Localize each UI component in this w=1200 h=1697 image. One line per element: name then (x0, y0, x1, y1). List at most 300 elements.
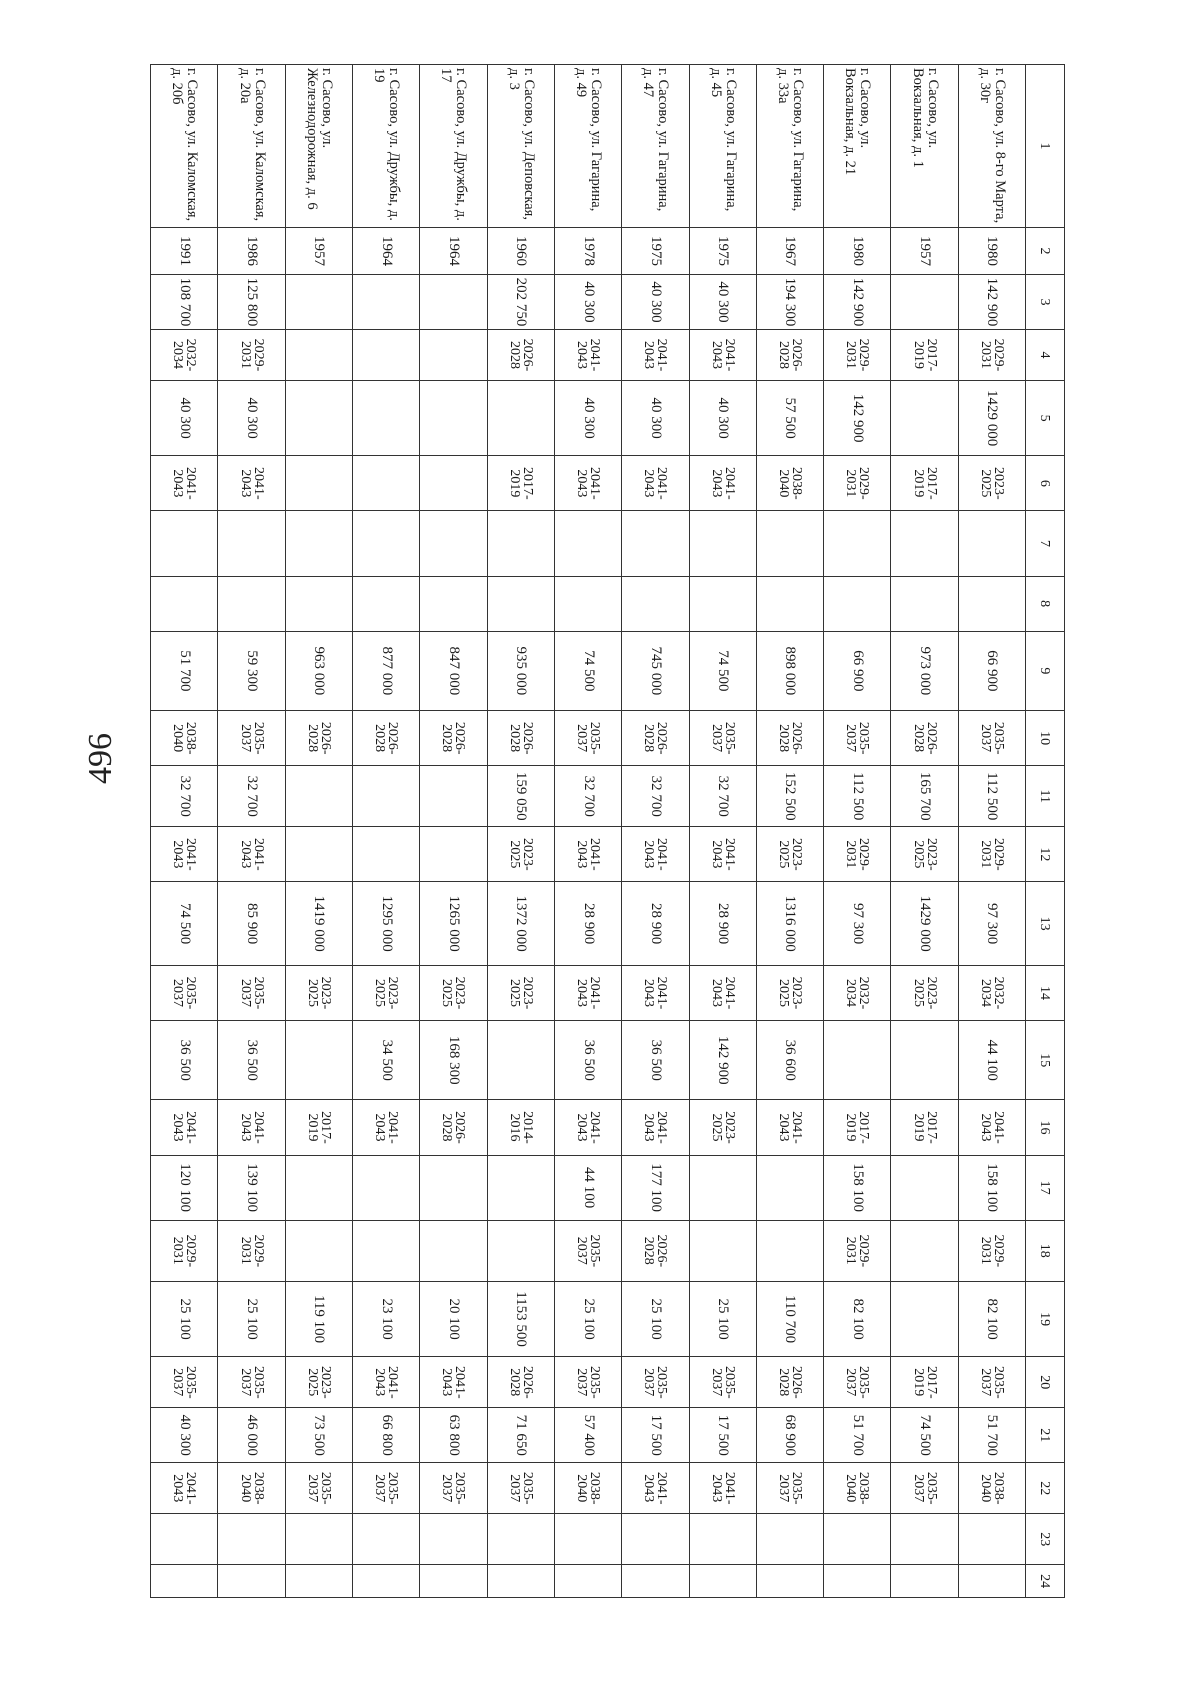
cell-row-11-col-7 (285, 511, 352, 576)
cell-row-8-col-22: 2035- 2037 (487, 1463, 554, 1514)
cell-row-10-col-15: 34 500 (353, 1020, 420, 1100)
cell-row-6-col-4: 2041- 2043 (622, 329, 689, 380)
cell-row-7-col-1: г. Сасово, ул. Гагарина, д. 49 (554, 65, 621, 228)
cell-row-11-col-10: 2026- 2028 (285, 711, 352, 766)
cell-row-1-col-17: 158 100 (958, 1155, 1025, 1220)
cell-row-11-col-16: 2017- 2019 (285, 1100, 352, 1155)
header-cell-col-13: 13 (1026, 882, 1065, 966)
cell-row-12-col-15: 36 500 (218, 1020, 285, 1100)
cell-row-9-col-21: 63 800 (420, 1408, 487, 1463)
cell-row-13-col-21: 40 300 (151, 1408, 218, 1463)
cell-row-1-col-13: 97 300 (958, 882, 1025, 966)
cell-row-12-col-16: 2041- 2043 (218, 1100, 285, 1155)
cell-row-10-col-3 (353, 274, 420, 329)
cell-row-12-col-23 (218, 1514, 285, 1565)
cell-row-6-col-9: 745 000 (622, 631, 689, 711)
cell-row-1-col-10: 2035- 2037 (958, 711, 1025, 766)
cell-row-1-col-24 (958, 1565, 1025, 1598)
cell-row-6-col-2: 1975 (622, 228, 689, 275)
cell-row-13-col-24 (151, 1565, 218, 1598)
cell-row-11-col-1: г. Сасово, ул. Железнодорожная, д. 6 (285, 65, 352, 228)
cell-row-7-col-22: 2038- 2040 (554, 1463, 621, 1514)
table-row (622, 65, 689, 1598)
table-row (554, 65, 621, 1598)
cell-row-5-col-3: 40 300 (689, 274, 756, 329)
cell-row-11-col-20: 2023- 2025 (285, 1357, 352, 1408)
cell-row-6-col-7 (622, 511, 689, 576)
header-cell-col-6: 6 (1026, 456, 1065, 511)
cell-row-10-col-18 (353, 1220, 420, 1281)
cell-row-7-col-7 (554, 511, 621, 576)
cell-row-13-col-19: 25 100 (151, 1281, 218, 1356)
cell-row-8-col-11: 159 050 (487, 766, 554, 827)
cell-row-10-col-9: 877 000 (353, 631, 420, 711)
cell-row-11-col-13: 1419 000 (285, 882, 352, 966)
cell-row-5-col-22: 2041- 2043 (689, 1463, 756, 1514)
cell-row-11-col-6 (285, 456, 352, 511)
cell-row-3-col-10: 2035- 2037 (824, 711, 891, 766)
cell-row-2-col-22: 2035- 2037 (891, 1463, 958, 1514)
cell-row-2-col-17 (891, 1155, 958, 1220)
cell-row-13-col-20: 2035- 2037 (151, 1357, 218, 1408)
cell-row-4-col-15: 36 600 (756, 1020, 823, 1100)
cell-row-10-col-8 (353, 576, 420, 631)
header-cell-col-2: 2 (1026, 228, 1065, 275)
cell-row-2-col-6: 2017- 2019 (891, 456, 958, 511)
cell-row-3-col-20: 2035- 2037 (824, 1357, 891, 1408)
cell-row-1-col-23 (958, 1514, 1025, 1565)
cell-row-5-col-20: 2035- 2037 (689, 1357, 756, 1408)
cell-row-9-col-20: 2041- 2043 (420, 1357, 487, 1408)
cell-row-7-col-24 (554, 1565, 621, 1598)
cell-row-12-col-12: 2041- 2043 (218, 827, 285, 882)
table-row (689, 65, 756, 1598)
cell-row-9-col-13: 1265 000 (420, 882, 487, 966)
cell-row-9-col-22: 2035- 2037 (420, 1463, 487, 1514)
cell-row-12-col-9: 59 300 (218, 631, 285, 711)
cell-row-9-col-23 (420, 1514, 487, 1565)
cell-row-4-col-11: 152 500 (756, 766, 823, 827)
cell-row-6-col-14: 2041- 2043 (622, 965, 689, 1020)
cell-row-12-col-21: 46 000 (218, 1408, 285, 1463)
table-row (285, 65, 352, 1598)
cell-row-3-col-14: 2032- 2034 (824, 965, 891, 1020)
cell-row-5-col-17 (689, 1155, 756, 1220)
cell-row-7-col-2: 1978 (554, 228, 621, 275)
cell-row-4-col-18 (756, 1220, 823, 1281)
cell-row-8-col-5 (487, 380, 554, 455)
cell-row-2-col-7 (891, 511, 958, 576)
cell-row-8-col-14: 2023- 2025 (487, 965, 554, 1020)
cell-row-13-col-10: 2038- 2040 (151, 711, 218, 766)
cell-row-4-col-21: 68 900 (756, 1408, 823, 1463)
cell-row-10-col-19: 23 100 (353, 1281, 420, 1356)
header-cell-col-24: 24 (1026, 1565, 1065, 1598)
cell-row-5-col-4: 2041- 2043 (689, 329, 756, 380)
cell-row-1-col-7 (958, 511, 1025, 576)
cell-row-9-col-4 (420, 329, 487, 380)
cell-row-3-col-13: 97 300 (824, 882, 891, 966)
cell-row-10-col-4 (353, 329, 420, 380)
cell-row-5-col-19: 25 100 (689, 1281, 756, 1356)
cell-row-6-col-22: 2041- 2043 (622, 1463, 689, 1514)
table-row (353, 65, 420, 1598)
cell-row-8-col-23 (487, 1514, 554, 1565)
cell-row-11-col-8 (285, 576, 352, 631)
cell-row-8-col-13: 1372 000 (487, 882, 554, 966)
cell-row-3-col-18: 2029- 2031 (824, 1220, 891, 1281)
cell-row-9-col-7 (420, 511, 487, 576)
cell-row-12-col-6: 2041- 2043 (218, 456, 285, 511)
header-cell-col-18: 18 (1026, 1220, 1065, 1281)
cell-row-13-col-6: 2041- 2043 (151, 456, 218, 511)
cell-row-2-col-5 (891, 380, 958, 455)
header-cell-col-4: 4 (1026, 329, 1065, 380)
cell-row-3-col-16: 2017- 2019 (824, 1100, 891, 1155)
header-cell-col-9: 9 (1026, 631, 1065, 711)
cell-row-10-col-6 (353, 456, 420, 511)
cell-row-2-col-19 (891, 1281, 958, 1356)
cell-row-6-col-15: 36 500 (622, 1020, 689, 1100)
cell-row-1-col-20: 2035- 2037 (958, 1357, 1025, 1408)
cell-row-2-col-11: 165 700 (891, 766, 958, 827)
cell-row-12-col-17: 139 100 (218, 1155, 285, 1220)
header-cell-col-11: 11 (1026, 766, 1065, 827)
cell-row-10-col-16: 2041- 2043 (353, 1100, 420, 1155)
cell-row-9-col-8 (420, 576, 487, 631)
cell-row-6-col-16: 2041- 2043 (622, 1100, 689, 1155)
cell-row-11-col-15 (285, 1020, 352, 1100)
cell-row-9-col-19: 20 100 (420, 1281, 487, 1356)
cell-row-7-col-4: 2041- 2043 (554, 329, 621, 380)
cell-row-1-col-21: 51 700 (958, 1408, 1025, 1463)
cell-row-10-col-21: 66 800 (353, 1408, 420, 1463)
header-cell-col-22: 22 (1026, 1463, 1065, 1514)
cell-row-5-col-12: 2041- 2043 (689, 827, 756, 882)
cell-row-11-col-2: 1957 (285, 228, 352, 275)
cell-row-12-col-4: 2029- 2031 (218, 329, 285, 380)
cell-row-4-col-12: 2023- 2025 (756, 827, 823, 882)
cell-row-6-col-20: 2035- 2037 (622, 1357, 689, 1408)
cell-row-1-col-12: 2029- 2031 (958, 827, 1025, 882)
cell-row-1-col-2: 1980 (958, 228, 1025, 275)
cell-row-11-col-17 (285, 1155, 352, 1220)
cell-row-1-col-19: 82 100 (958, 1281, 1025, 1356)
cell-row-2-col-23 (891, 1514, 958, 1565)
cell-row-11-col-11 (285, 766, 352, 827)
cell-row-11-col-3 (285, 274, 352, 329)
cell-row-8-col-6: 2017- 2019 (487, 456, 554, 511)
cell-row-2-col-21: 74 500 (891, 1408, 958, 1463)
cell-row-3-col-5: 142 900 (824, 380, 891, 455)
cell-row-3-col-17: 158 100 (824, 1155, 891, 1220)
cell-row-12-col-19: 25 100 (218, 1281, 285, 1356)
cell-row-5-col-5: 40 300 (689, 380, 756, 455)
cell-row-10-col-14: 2023- 2025 (353, 965, 420, 1020)
cell-row-9-col-15: 168 300 (420, 1020, 487, 1100)
cell-row-8-col-21: 71 650 (487, 1408, 554, 1463)
table-row (420, 65, 487, 1598)
cell-row-2-col-9: 973 000 (891, 631, 958, 711)
cell-row-9-col-1: г. Сасово, ул. Дружбы, д. 17 (420, 65, 487, 228)
cell-row-5-col-9: 74 500 (689, 631, 756, 711)
cell-row-5-col-1: г. Сасово, ул. Гагарина, д. 45 (689, 65, 756, 228)
cell-row-2-col-12: 2023- 2025 (891, 827, 958, 882)
cell-row-4-col-9: 898 000 (756, 631, 823, 711)
header-cell-col-20: 20 (1026, 1357, 1065, 1408)
cell-row-13-col-22: 2041- 2043 (151, 1463, 218, 1514)
cell-row-12-col-10: 2035- 2037 (218, 711, 285, 766)
cell-row-4-col-16: 2041- 2043 (756, 1100, 823, 1155)
cell-row-7-col-8 (554, 576, 621, 631)
cell-row-6-col-13: 28 900 (622, 882, 689, 966)
cell-row-12-col-18: 2029- 2031 (218, 1220, 285, 1281)
cell-row-10-col-13: 1295 000 (353, 882, 420, 966)
cell-row-11-col-12 (285, 827, 352, 882)
cell-row-13-col-5: 40 300 (151, 380, 218, 455)
cell-row-6-col-8 (622, 576, 689, 631)
cell-row-3-col-4: 2029- 2031 (824, 329, 891, 380)
cell-row-3-col-12: 2029- 2031 (824, 827, 891, 882)
cell-row-6-col-10: 2026- 2028 (622, 711, 689, 766)
header-cell-col-16: 16 (1026, 1100, 1065, 1155)
cell-row-12-col-3: 125 800 (218, 274, 285, 329)
cell-row-13-col-8 (151, 576, 218, 631)
cell-row-4-col-1: г. Сасово, ул. Гагарина, д. 33а (756, 65, 823, 228)
rotated-table-wrapper (150, 64, 1065, 1598)
table-row (487, 65, 554, 1598)
cell-row-13-col-2: 1991 (151, 228, 218, 275)
header-cell-col-8: 8 (1026, 576, 1065, 631)
cell-row-3-col-2: 1980 (824, 228, 891, 275)
header-cell-col-5: 5 (1026, 380, 1065, 455)
cell-row-9-col-10: 2026- 2028 (420, 711, 487, 766)
cell-row-1-col-5: 1429 000 (958, 380, 1025, 455)
cell-row-5-col-21: 17 500 (689, 1408, 756, 1463)
cell-row-10-col-5 (353, 380, 420, 455)
cell-row-6-col-17: 177 100 (622, 1155, 689, 1220)
table-row (824, 65, 891, 1598)
cell-row-5-col-7 (689, 511, 756, 576)
cell-row-13-col-7 (151, 511, 218, 576)
cell-row-4-col-22: 2035- 2037 (756, 1463, 823, 1514)
cell-row-2-col-15 (891, 1020, 958, 1100)
cell-row-1-col-16: 2041- 2043 (958, 1100, 1025, 1155)
cell-row-6-col-6: 2041- 2043 (622, 456, 689, 511)
cell-row-12-col-22: 2038- 2040 (218, 1463, 285, 1514)
cell-row-4-col-4: 2026- 2028 (756, 329, 823, 380)
cell-row-11-col-22: 2035- 2037 (285, 1463, 352, 1514)
cell-row-7-col-14: 2041- 2043 (554, 965, 621, 1020)
cell-row-12-col-7 (218, 511, 285, 576)
cell-row-10-col-11 (353, 766, 420, 827)
table-row (218, 65, 285, 1598)
cell-row-9-col-12 (420, 827, 487, 882)
cell-row-13-col-17: 120 100 (151, 1155, 218, 1220)
cell-row-12-col-2: 1986 (218, 228, 285, 275)
cell-row-4-col-6: 2038- 2040 (756, 456, 823, 511)
cell-row-7-col-20: 2035- 2037 (554, 1357, 621, 1408)
cell-row-2-col-4: 2017- 2019 (891, 329, 958, 380)
cell-row-9-col-2: 1964 (420, 228, 487, 275)
cell-row-2-col-20: 2017- 2019 (891, 1357, 958, 1408)
cell-row-10-col-1: г. Сасово, ул. Дружбы, д. 19 (353, 65, 420, 228)
cell-row-8-col-12: 2023- 2025 (487, 827, 554, 882)
cell-row-2-col-16: 2017- 2019 (891, 1100, 958, 1155)
cell-row-5-col-23 (689, 1514, 756, 1565)
cell-row-1-col-14: 2032- 2034 (958, 965, 1025, 1020)
cell-row-13-col-13: 74 500 (151, 882, 218, 966)
cell-row-7-col-21: 57 400 (554, 1408, 621, 1463)
cell-row-13-col-11: 32 700 (151, 766, 218, 827)
cell-row-12-col-11: 32 700 (218, 766, 285, 827)
cell-row-4-col-13: 1316 000 (756, 882, 823, 966)
cell-row-5-col-11: 32 700 (689, 766, 756, 827)
cell-row-11-col-19: 119 100 (285, 1281, 352, 1356)
header-cell-col-14: 14 (1026, 965, 1065, 1020)
cell-row-4-col-10: 2026- 2028 (756, 711, 823, 766)
cell-row-5-col-18 (689, 1220, 756, 1281)
cell-row-8-col-19: 1153 500 (487, 1281, 554, 1356)
cell-row-4-col-8 (756, 576, 823, 631)
cell-row-4-col-2: 1967 (756, 228, 823, 275)
cell-row-6-col-21: 17 500 (622, 1408, 689, 1463)
cell-row-10-col-7 (353, 511, 420, 576)
cell-row-8-col-9: 935 000 (487, 631, 554, 711)
cell-row-3-col-19: 82 100 (824, 1281, 891, 1356)
cell-row-12-col-8 (218, 576, 285, 631)
header-row (1026, 65, 1065, 1598)
cell-row-12-col-20: 2035- 2037 (218, 1357, 285, 1408)
cell-row-2-col-24 (891, 1565, 958, 1598)
cell-row-12-col-24 (218, 1565, 285, 1598)
cell-row-7-col-9: 74 500 (554, 631, 621, 711)
cell-row-8-col-1: г. Сасово, ул. Деповская, д. 3 (487, 65, 554, 228)
cell-row-1-col-18: 2029- 2031 (958, 1220, 1025, 1281)
cell-row-7-col-23 (554, 1514, 621, 1565)
cell-row-2-col-13: 1429 000 (891, 882, 958, 966)
cell-row-1-col-1: г. Сасово, ул. 8-го Марта, д. 30г (958, 65, 1025, 228)
cell-row-4-col-5: 57 500 (756, 380, 823, 455)
cell-row-6-col-23 (622, 1514, 689, 1565)
cell-row-5-col-15: 142 900 (689, 1020, 756, 1100)
cell-row-7-col-6: 2041- 2043 (554, 456, 621, 511)
cell-row-2-col-1: г. Сасово, ул. Вокзальная, д. 1 (891, 65, 958, 228)
cell-row-11-col-24 (285, 1565, 352, 1598)
cell-row-13-col-12: 2041- 2043 (151, 827, 218, 882)
cell-row-1-col-11: 112 500 (958, 766, 1025, 827)
cell-row-2-col-8 (891, 576, 958, 631)
cell-row-7-col-3: 40 300 (554, 274, 621, 329)
cell-row-1-col-3: 142 900 (958, 274, 1025, 329)
data-table (150, 64, 1065, 1598)
cell-row-13-col-4: 2032- 2034 (151, 329, 218, 380)
cell-row-7-col-15: 36 500 (554, 1020, 621, 1100)
cell-row-4-col-20: 2026- 2028 (756, 1357, 823, 1408)
cell-row-4-col-24 (756, 1565, 823, 1598)
cell-row-12-col-13: 85 900 (218, 882, 285, 966)
cell-row-10-col-24 (353, 1565, 420, 1598)
cell-row-8-col-10: 2026- 2028 (487, 711, 554, 766)
cell-row-6-col-12: 2041- 2043 (622, 827, 689, 882)
cell-row-3-col-7 (824, 511, 891, 576)
cell-row-8-col-17 (487, 1155, 554, 1220)
cell-row-13-col-15: 36 500 (151, 1020, 218, 1100)
cell-row-10-col-20: 2041- 2043 (353, 1357, 420, 1408)
cell-row-4-col-23 (756, 1514, 823, 1565)
cell-row-12-col-14: 2035- 2037 (218, 965, 285, 1020)
table-row (756, 65, 823, 1598)
cell-row-7-col-17: 44 100 (554, 1155, 621, 1220)
cell-row-9-col-17 (420, 1155, 487, 1220)
cell-row-12-col-1: г. Сасово, ул. Каломская, д. 20а (218, 65, 285, 228)
cell-row-3-col-1: г. Сасово, ул. Вокзальная, д. 21 (824, 65, 891, 228)
cell-row-5-col-16: 2023- 2025 (689, 1100, 756, 1155)
cell-row-8-col-20: 2026- 2028 (487, 1357, 554, 1408)
cell-row-13-col-16: 2041- 2043 (151, 1100, 218, 1155)
cell-row-13-col-14: 2035- 2037 (151, 965, 218, 1020)
cell-row-13-col-1: г. Сасово, ул. Каломская, д. 20б (151, 65, 218, 228)
header-cell-col-10: 10 (1026, 711, 1065, 766)
cell-row-11-col-21: 73 500 (285, 1408, 352, 1463)
cell-row-3-col-6: 2029- 2031 (824, 456, 891, 511)
cell-row-3-col-23 (824, 1514, 891, 1565)
cell-row-8-col-2: 1960 (487, 228, 554, 275)
cell-row-1-col-9: 66 900 (958, 631, 1025, 711)
header-cell-col-1: 1 (1026, 65, 1065, 228)
cell-row-1-col-15: 44 100 (958, 1020, 1025, 1100)
cell-row-9-col-24 (420, 1565, 487, 1598)
cell-row-9-col-11 (420, 766, 487, 827)
cell-row-6-col-3: 40 300 (622, 274, 689, 329)
cell-row-8-col-18 (487, 1220, 554, 1281)
header-cell-col-12: 12 (1026, 827, 1065, 882)
cell-row-7-col-10: 2035- 2037 (554, 711, 621, 766)
cell-row-1-col-6: 2023- 2025 (958, 456, 1025, 511)
cell-row-7-col-19: 25 100 (554, 1281, 621, 1356)
cell-row-6-col-18: 2026- 2028 (622, 1220, 689, 1281)
cell-row-11-col-14: 2023- 2025 (285, 965, 352, 1020)
cell-row-4-col-7 (756, 511, 823, 576)
cell-row-5-col-13: 28 900 (689, 882, 756, 966)
cell-row-3-col-8 (824, 576, 891, 631)
cell-row-10-col-10: 2026- 2028 (353, 711, 420, 766)
cell-row-8-col-24 (487, 1565, 554, 1598)
cell-row-9-col-14: 2023- 2025 (420, 965, 487, 1020)
header-cell-col-19: 19 (1026, 1281, 1065, 1356)
cell-row-2-col-2: 1957 (891, 228, 958, 275)
cell-row-3-col-11: 112 500 (824, 766, 891, 827)
cell-row-5-col-10: 2035- 2037 (689, 711, 756, 766)
cell-row-5-col-24 (689, 1565, 756, 1598)
cell-row-9-col-6 (420, 456, 487, 511)
cell-row-5-col-6: 2041- 2043 (689, 456, 756, 511)
table-body (151, 65, 1026, 1598)
cell-row-3-col-15 (824, 1020, 891, 1100)
cell-row-9-col-9: 847 000 (420, 631, 487, 711)
header-cell-col-23: 23 (1026, 1514, 1065, 1565)
cell-row-11-col-4 (285, 329, 352, 380)
cell-row-13-col-18: 2029- 2031 (151, 1220, 218, 1281)
cell-row-3-col-3: 142 900 (824, 274, 891, 329)
cell-row-1-col-4: 2029- 2031 (958, 329, 1025, 380)
cell-row-4-col-14: 2023- 2025 (756, 965, 823, 1020)
cell-row-13-col-9: 51 700 (151, 631, 218, 711)
cell-row-6-col-1: г. Сасово, ул. Гагарина, д. 47 (622, 65, 689, 228)
cell-row-13-col-23 (151, 1514, 218, 1565)
cell-row-7-col-5: 40 300 (554, 380, 621, 455)
cell-row-6-col-24 (622, 1565, 689, 1598)
